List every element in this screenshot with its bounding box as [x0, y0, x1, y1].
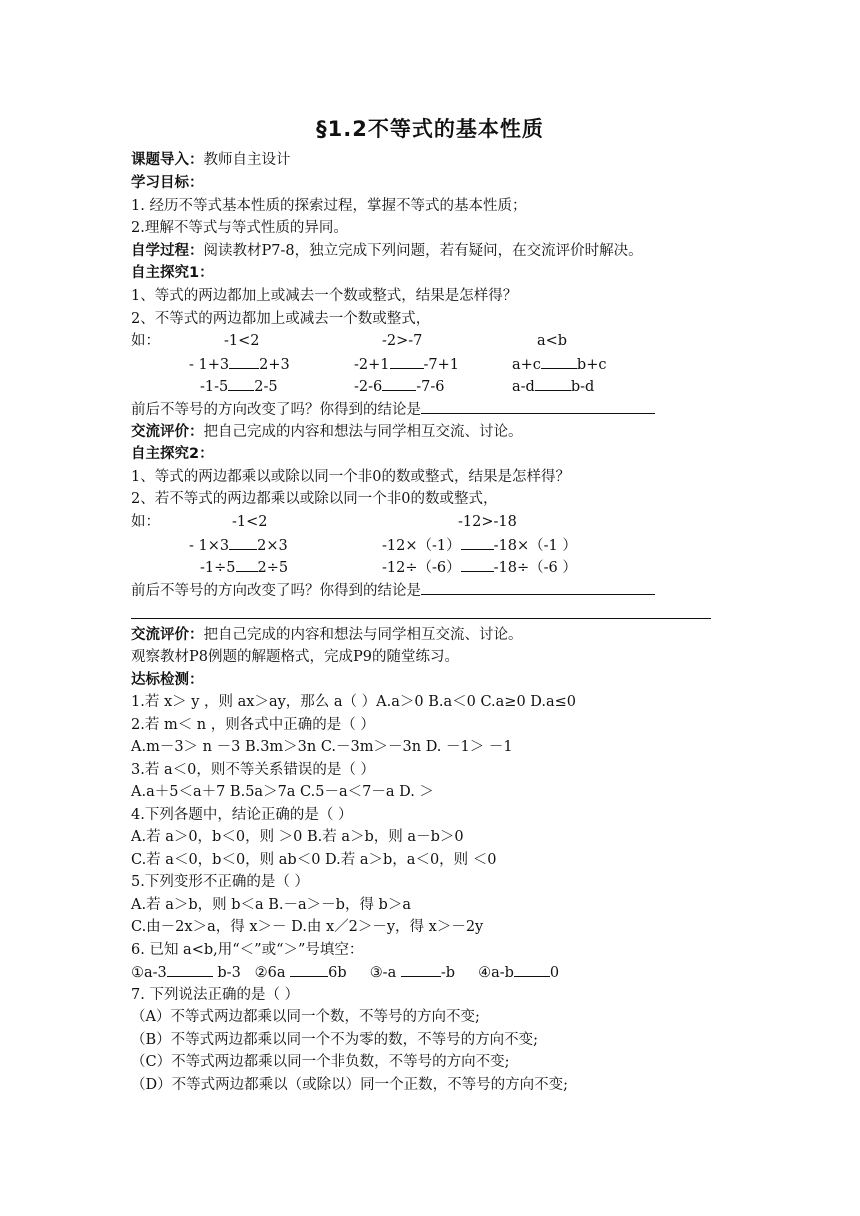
eval1-text: 把自己完成的内容和想法与同学相互交流、讨论。: [203, 424, 523, 440]
explore2-q1: 1、等式的两边都乘以或除以同一个非0的数或整式，结果是怎样得？: [131, 469, 570, 485]
q7-option-a: （A）不等式两边都乘以同一个数，不等号的方向不变;: [131, 1009, 480, 1025]
e1-c2-r1: -2>-7: [382, 333, 423, 349]
test-line: 3.若 a＜0，则不等关系错误的是（ ）: [131, 762, 375, 778]
explore2-q2: 2、若不等式的两边都乘以或除以同一个非0的数或整式，: [131, 491, 498, 507]
test-line: 4.下列各题中，结论正确的是（ ）: [131, 807, 353, 823]
e2-c1-r1: -1<2: [232, 514, 268, 530]
blank-field[interactable]: [514, 961, 550, 977]
self-study-text: 阅读教材P7-8，独立完成下列问题，若有疑问，在交流评价时解决。: [203, 243, 643, 259]
eval1-label: 交流评价：: [131, 424, 204, 440]
conclusion-field[interactable]: [421, 579, 655, 595]
e2-c2-r3: -12÷（-6） -18÷（-6 ）: [382, 556, 577, 579]
observe-line: 观察教材P8例题的解题格式，完成P9的随堂练习。: [131, 649, 459, 665]
eval2-text: 把自己完成的内容和想法与同学相互交流、讨论。: [203, 627, 523, 643]
e1-c1-r3: -1-5 2-5: [200, 375, 278, 398]
explore1-conclusion: 前后不等号的方向改变了吗？你得到的结论是: [131, 398, 655, 421]
answer-line[interactable]: [131, 618, 711, 619]
blank-field[interactable]: [229, 353, 259, 369]
q7-line: 7. 下列说法正确的是（ ）: [131, 987, 300, 1003]
blank-field[interactable]: [229, 534, 257, 550]
test-line: A.a＋5＜a＋7 B.5a＞7a C.5－a＜7－a D. ＞: [131, 784, 434, 800]
blank-field[interactable]: [535, 375, 571, 391]
intro-line: [131, 149, 291, 171]
goal-item-2: 2.理解不等式与等式性质的异同。: [131, 220, 348, 236]
e1-c3-r2: a+c b+c: [512, 353, 606, 376]
test-line: A.若 a＞0，b＜0，则 ＞0 B.若 a＞b，则 a－b＞0: [131, 829, 464, 845]
self-study-label: 自学过程：: [131, 243, 204, 259]
self-study-line: [131, 240, 643, 262]
blank-field[interactable]: [461, 556, 494, 572]
blank-field[interactable]: [401, 961, 441, 977]
test-line: C.由－2x＞a，得 x＞－ D.由 x／2＞－y，得 x＞－2y: [131, 919, 484, 935]
blank-field[interactable]: [382, 375, 416, 391]
test-line: A.若 a＞b，则 b＜a B.－a＞－b，得 b＞a: [131, 897, 411, 913]
test-line: 6. 已知 a<b,用“＜”或“＞”号填空：: [131, 942, 364, 958]
e1-c2-r3: -2-6 -7-6: [354, 375, 445, 398]
intro-label: 课题导入：: [131, 152, 204, 168]
conclusion-field[interactable]: [421, 398, 655, 414]
intro-text: 教师自主设计: [203, 152, 291, 168]
e2-c1-r2: - 1×3 2×3: [189, 534, 288, 557]
explore1-label: 自主探究1：: [131, 265, 214, 281]
blank-field[interactable]: [236, 556, 258, 572]
test-label: 达标检测：: [131, 672, 204, 688]
explore1-q2: 2、不等式的两边都加上或减去一个数或整式，: [131, 311, 431, 327]
blank-field[interactable]: [461, 534, 494, 550]
goal-item-1: 1. 经历不等式基本性质的探索过程，掌握不等式的基本性质；: [131, 198, 527, 214]
test-line: 1.若 x＞ y ，则 ax＞ay，那么 a（ ）A.a＞0 B.a＜0 C.a≥0 D.a≤0: [131, 694, 577, 710]
e1-c1-r1: -1<2: [224, 333, 260, 349]
e1-c3-r1: a<b: [537, 333, 568, 349]
blank-field[interactable]: [228, 375, 254, 391]
goals-label: 学习目标：: [131, 175, 204, 191]
q7-option-c: （C）不等式两边都乘以同一个非负数，不等号的方向不变;: [131, 1054, 510, 1070]
e2-c2-r1: -12>-18: [458, 514, 517, 530]
e2-c1-r3: -1÷5 2÷5: [200, 556, 288, 579]
blank-field[interactable]: [167, 961, 213, 977]
test-line: A.m－3＞ n －3 B.3m＞3n C.－3m＞－3n D. －1＞ －1: [131, 739, 513, 755]
test-line: 2.若 m＜ n ，则各式中正确的是（ ）: [131, 717, 375, 733]
test-line: 5.下列变形不正确的是（ ）: [131, 874, 309, 890]
blank-field[interactable]: [290, 961, 328, 977]
eval2-label: 交流评价：: [131, 627, 204, 643]
explore2-label: 自主探究2：: [131, 446, 214, 462]
q7-option-b: （B）不等式两边都乘以同一个不为零的数，不等号的方向不变;: [131, 1032, 539, 1048]
test-line: C.若 a＜0，b＜0，则 ab＜0 D.若 a＞b，a＜0，则 ＜0: [131, 852, 497, 868]
blank-field[interactable]: [390, 353, 424, 369]
e2-c2-r2: -12×（-1） -18×（-1 ）: [382, 534, 577, 557]
e1-c1-r2: - 1+3 2+3: [189, 353, 290, 376]
blank-field[interactable]: [541, 353, 577, 369]
eval2-line: [131, 624, 523, 646]
e1-c3-r3: a-d b-d: [512, 375, 594, 398]
page-title: §1.2不等式的基本性质: [316, 117, 544, 141]
e1-c2-r2: -2+1 -7+1: [354, 353, 459, 376]
explore2-conclusion: 前后不等号的方向改变了吗？你得到的结论是: [131, 579, 655, 602]
fill-in-line: ①a-3 b-3 ②6a 6b ③-a -b ④a-b 0: [131, 961, 559, 984]
example-label-2: 如：: [131, 514, 160, 530]
eval1-line: [131, 421, 523, 443]
q7-option-d: （D）不等式两边都乘以（或除以）同一个正数，不等号的方向不变;: [131, 1077, 569, 1093]
explore1-q1: 1、等式的两边都加上或减去一个数或整式，结果是怎样得？: [131, 288, 518, 304]
example-label: 如：: [131, 333, 160, 349]
